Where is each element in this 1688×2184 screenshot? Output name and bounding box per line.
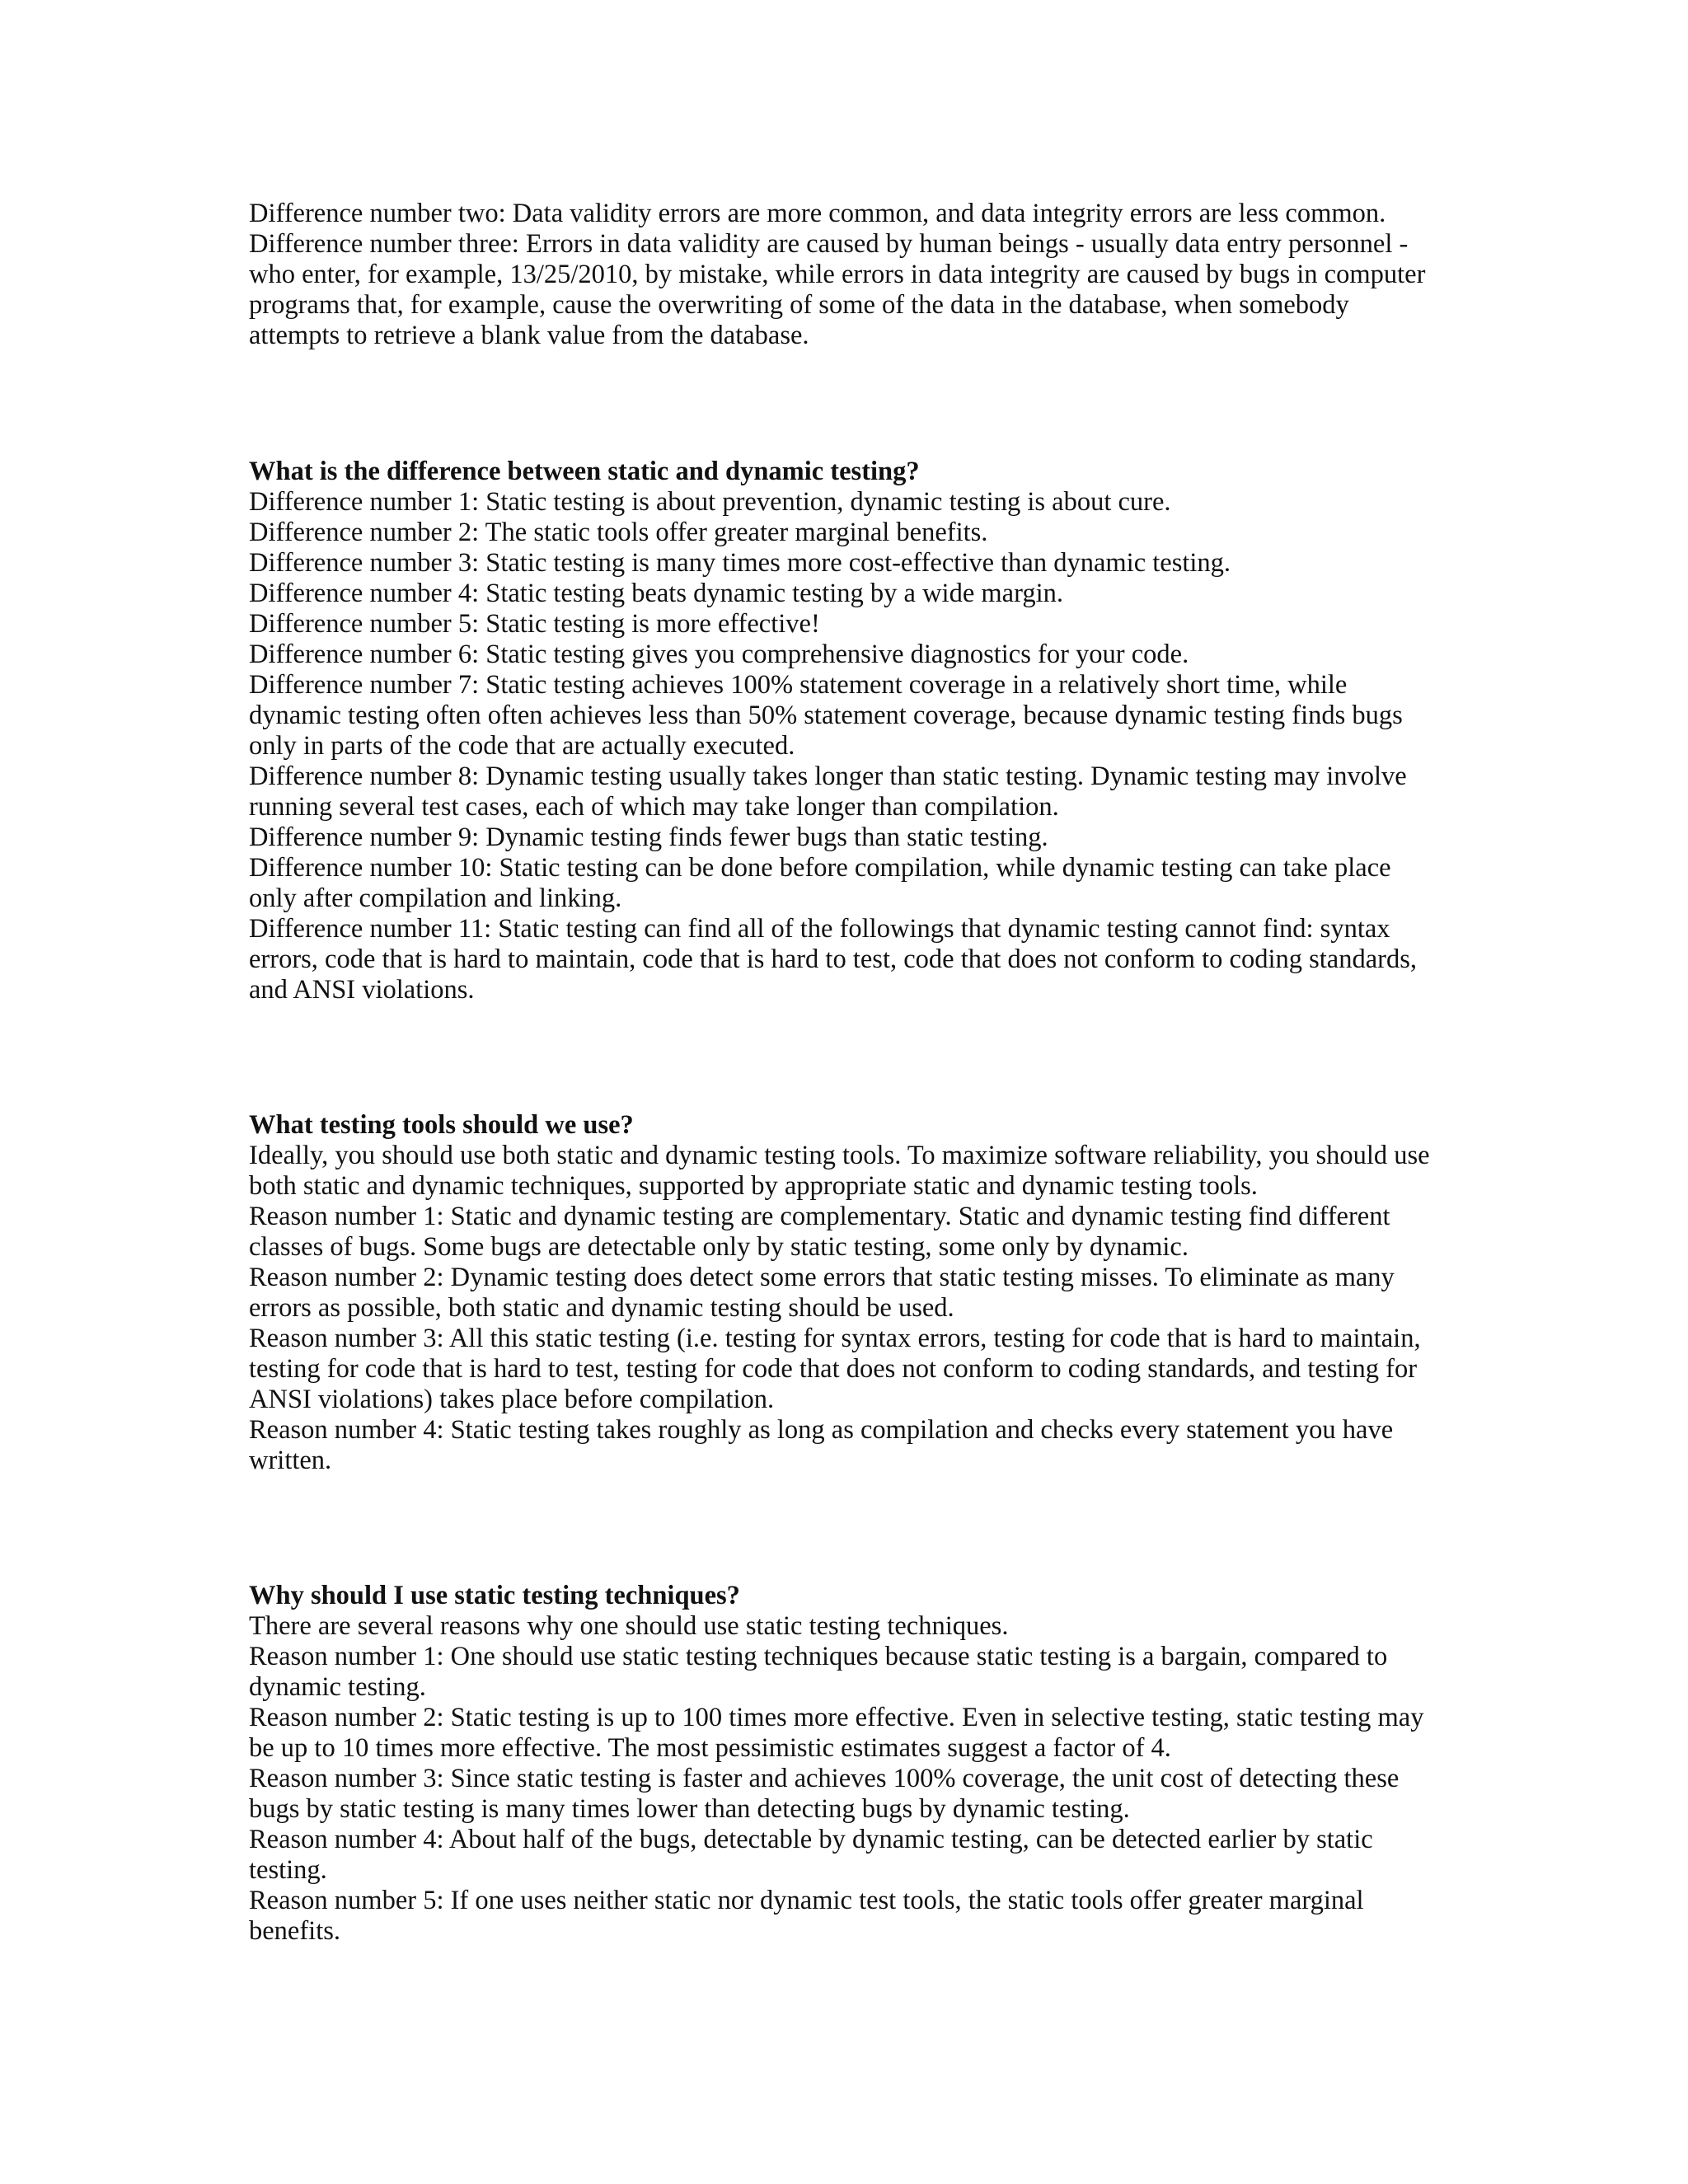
section-paragraph: Difference number 9: Dynamic testing finds fewer bugs than static testing. bbox=[249, 823, 1048, 852]
section-paragraph: Difference number 8: Dynamic testing usually takes longer than static testing. Dynamic testing may involve running several test cases, each of which may take longer than compilation. bbox=[249, 762, 1407, 822]
section-paragraph: Difference number 2: The static tools offer greater marginal benefits. bbox=[249, 518, 988, 547]
section-static-vs-dynamic bbox=[249, 457, 1444, 1005]
section-paragraph: Reason number 5: If one uses neither static nor dynamic test tools, the static tools offer greater marginal benefits. bbox=[249, 1886, 1364, 1946]
intro-paragraph: Difference number two: Data validity errors are more common, and data integrity errors are less common. bbox=[249, 199, 1386, 228]
section-paragraph: Difference number 7: Static testing achieves 100% statement coverage in a relatively short time, while dynamic testing often often achieves less than 50% statement coverage, because dynamic testing finds bugs only in parts of the code that are actually executed. bbox=[249, 670, 1403, 761]
section-heading: Why should I use static testing techniques? bbox=[249, 1581, 740, 1610]
section-paragraph: Reason number 3: All this static testing (i.e. testing for syntax errors, testing for code that is hard to maintain, testing for code that is hard to test, testing for code that does not conform to coding standards, and testing for ANSI violations) takes place before compilation. bbox=[249, 1324, 1421, 1414]
section-paragraph: Ideally, you should use both static and dynamic testing tools. To maximize software reliability, you should use both static and dynamic techniques, supported by appropriate static and dynamic testing tools. bbox=[249, 1141, 1430, 1201]
section-paragraph: Difference number 6: Static testing gives you comprehensive diagnostics for your code. bbox=[249, 640, 1189, 669]
section-paragraph: Difference number 10: Static testing can be done before compilation, while dynamic testing can take place only after compilation and linking. bbox=[249, 853, 1391, 913]
section-paragraph: Difference number 1: Static testing is about prevention, dynamic testing is about cure. bbox=[249, 487, 1171, 517]
section-paragraph: Reason number 1: One should use static testing techniques because static testing is a bargain, compared to dynamic testing. bbox=[249, 1642, 1388, 1702]
section-paragraph: Reason number 1: Static and dynamic testing are complementary. Static and dynamic testing find different classes of bugs. Some bugs are detectable only by static testing, some only by dynamic. bbox=[249, 1202, 1390, 1262]
section-paragraph: Reason number 2: Static testing is up to 100 times more effective. Even in selective testing, static testing may be up to 10 times more effective. The most pessimistic estimates suggest a factor of 4. bbox=[249, 1703, 1424, 1763]
section-paragraph: Reason number 2: Dynamic testing does detect some errors that static testing misses. To eliminate as many errors as possible, both static and dynamic testing should be used. bbox=[249, 1263, 1395, 1323]
section-why-static bbox=[249, 1581, 1444, 1947]
section-paragraph: Reason number 3: Since static testing is faster and achieves 100% coverage, the unit cost of detecting these bugs by static testing is many times lower than detecting bugs by dynamic testing. bbox=[249, 1764, 1400, 1824]
section-paragraph: Difference number 4: Static testing beats dynamic testing by a wide margin. bbox=[249, 579, 1063, 608]
section-testing-tools bbox=[249, 1110, 1444, 1476]
section-heading: What is the difference between static and dynamic testing? bbox=[249, 457, 920, 486]
section-paragraph: Reason number 4: About half of the bugs, detectable by dynamic testing, can be detected earlier by static testing. bbox=[249, 1825, 1373, 1885]
intro-block bbox=[249, 199, 1444, 351]
section-paragraph: Difference number 5: Static testing is more effective! bbox=[249, 609, 820, 639]
section-paragraph: Difference number 3: Static testing is many times more cost-effective than dynamic testing. bbox=[249, 548, 1231, 578]
section-paragraph: There are several reasons why one should use static testing techniques. bbox=[249, 1611, 1009, 1641]
section-paragraph: Reason number 4: Static testing takes roughly as long as compilation and checks every statement you have written. bbox=[249, 1415, 1394, 1475]
section-paragraph: Difference number 11: Static testing can find all of the followings that dynamic testing cannot find: syntax errors, code that is hard to maintain, code that is hard to test, code that does not conform to coding standards, and ANSI violations. bbox=[249, 914, 1417, 1005]
intro-paragraph: Difference number three: Errors in data validity are caused by human beings - usually data entry personnel - who enter, for example, 13/25/2010, by mistake, while errors in data integrity are caused by bugs in computer programs that, for example, cause the overwriting of some of the data in the database, when somebody attempts to retrieve a blank value from the database. bbox=[249, 229, 1426, 350]
section-heading: What testing tools should we use? bbox=[249, 1110, 634, 1140]
